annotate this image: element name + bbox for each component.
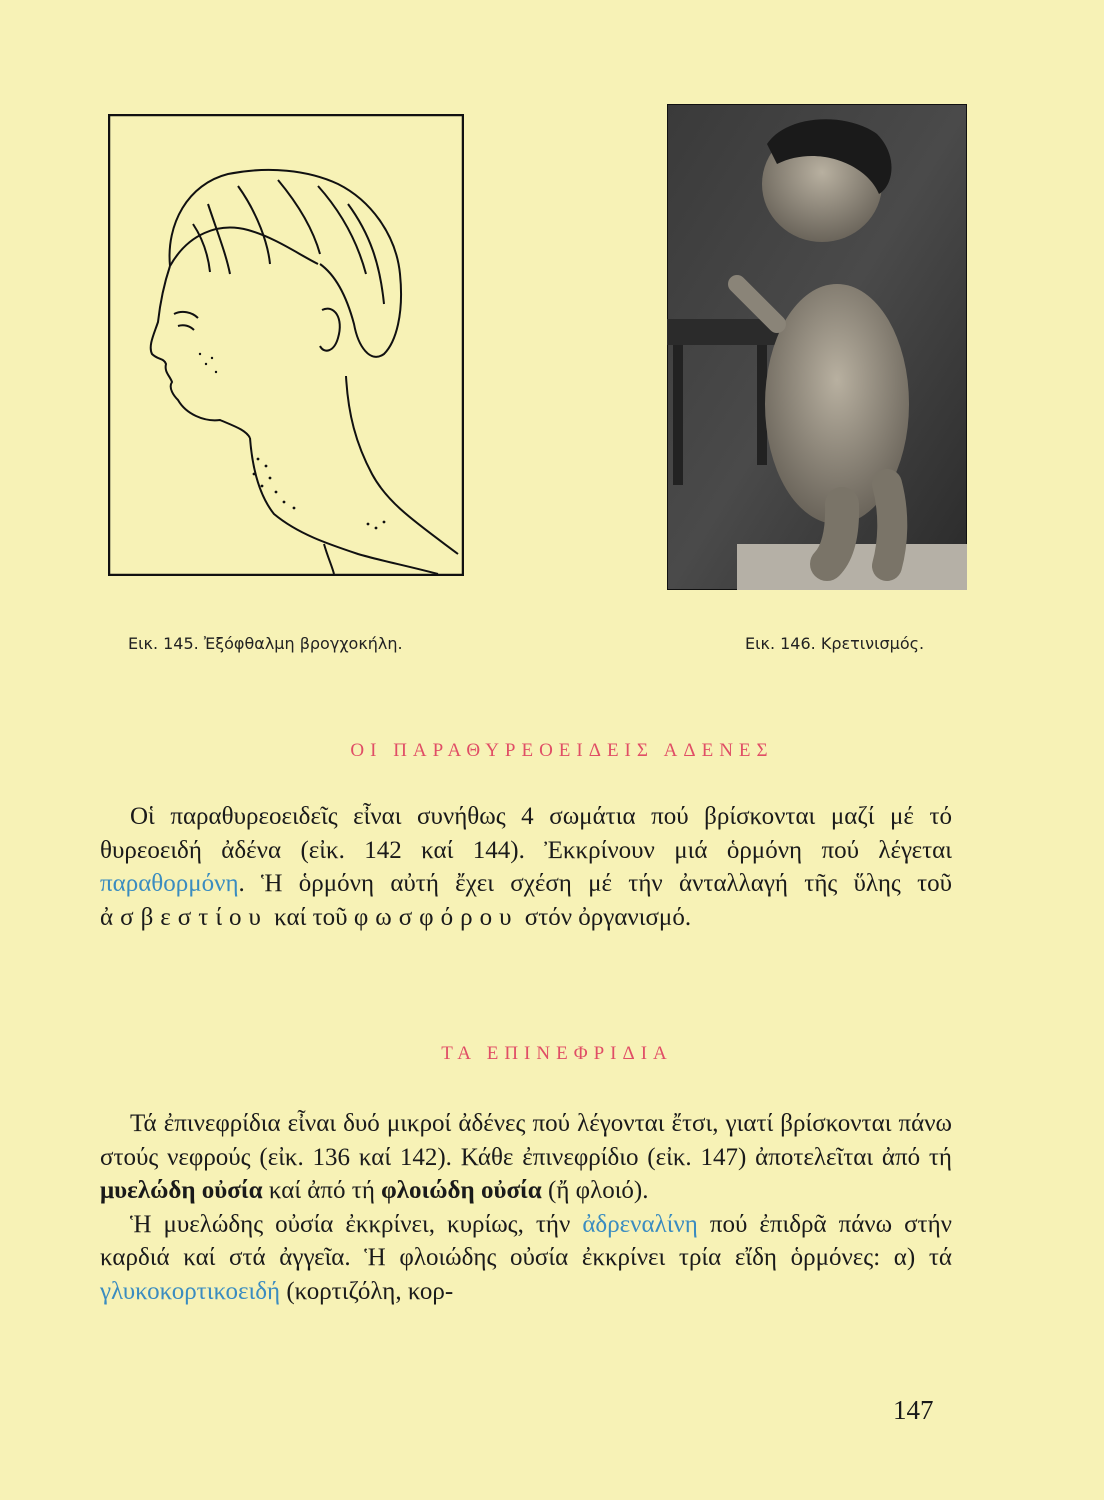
figure-145-drawing (108, 114, 464, 576)
page-number: 147 (893, 1395, 934, 1425)
bold-term-cortex: φλοιώδη οὐσία (381, 1177, 542, 1204)
figure-146-photo (667, 104, 967, 590)
paragraph-text: Οἱ παραθυρεοειδεῖς εἶναι συνήθως 4 σωμάτια πού βρίσκονται μαζί μέ τό θυρεοειδή ἀδένα (εἰκ. 142 καί 144). Ἐκκρίνουν μιά ὁρμόνη πού λέγεται παραθορμόνη. Ἡ ὁρμόνη αὐτή ἔχει σχέση μέ τήν ἀνταλλαγή τῆς ὕλης τοῦ ἀσβεστίου καί τοῦ φωσφόρου στόν ὀργανισμό. (100, 803, 952, 931)
section-heading-parathyroid: ΟΙ ΠΑΡΑΘΥΡΕΟΕΙΔΕΙΣ ΑΔΕΝΕΣ (350, 740, 774, 761)
paragraph-parathyroid (100, 800, 952, 934)
section-heading-adrenals: ΤΑ ΕΠΙΝΕΦΡΙΔΙΑ (441, 1043, 673, 1064)
spaced-word-calcium: ἀσβεστίου (100, 903, 268, 931)
term-glucocorticoids: γλυκοκορτικοειδή (100, 1277, 281, 1305)
spaced-word-phosphorus: φωσφόρου (353, 903, 519, 931)
paragraph-adrenals (100, 1107, 952, 1308)
figure-145-caption: Εικ. 145. Ἐξόφθαλμη βρογχοκήλη. (128, 634, 403, 653)
bold-term-medulla: μυελώδη οὐσία (100, 1177, 263, 1204)
term-parathormone: παραθορμόνη (100, 870, 239, 897)
paragraph-text: Ἡ μυελώδης οὐσία ἐκκρίνει, κυρίως, τήν ἀδρεναλίνη πού ἐπιδρᾶ πάνω στήν καρδιά καί στά ἀγγεῖα. Ἡ φλοιώδης οὐσία ἐκκρίνει τρία εἴδη ὁρμόνες: α) τά γλυκοκορτικοειδή (κορτιζόλη, κορ- (100, 1210, 952, 1305)
paragraph-text: Τά ἐπινεφρίδια εἶναι δυό μικροί ἀδένες πού λέγονται ἔτσι, γιατί βρίσκονται πάνω στούς νεφρούς (εἰκ. 136 καί 142). Κάθε ἐπινεφρίδιο (εἰκ. 147) ἀποτελεῖται ἀπό τή μυελώδη οὐσία καί ἀπό τή φλοιώδη οὐσία (ἤ φλοιό). (100, 1110, 952, 1204)
term-adrenaline: ἀδρεναλίνη (582, 1210, 698, 1238)
figure-146-caption: Εικ. 146. Κρετινισμός. (745, 634, 925, 653)
